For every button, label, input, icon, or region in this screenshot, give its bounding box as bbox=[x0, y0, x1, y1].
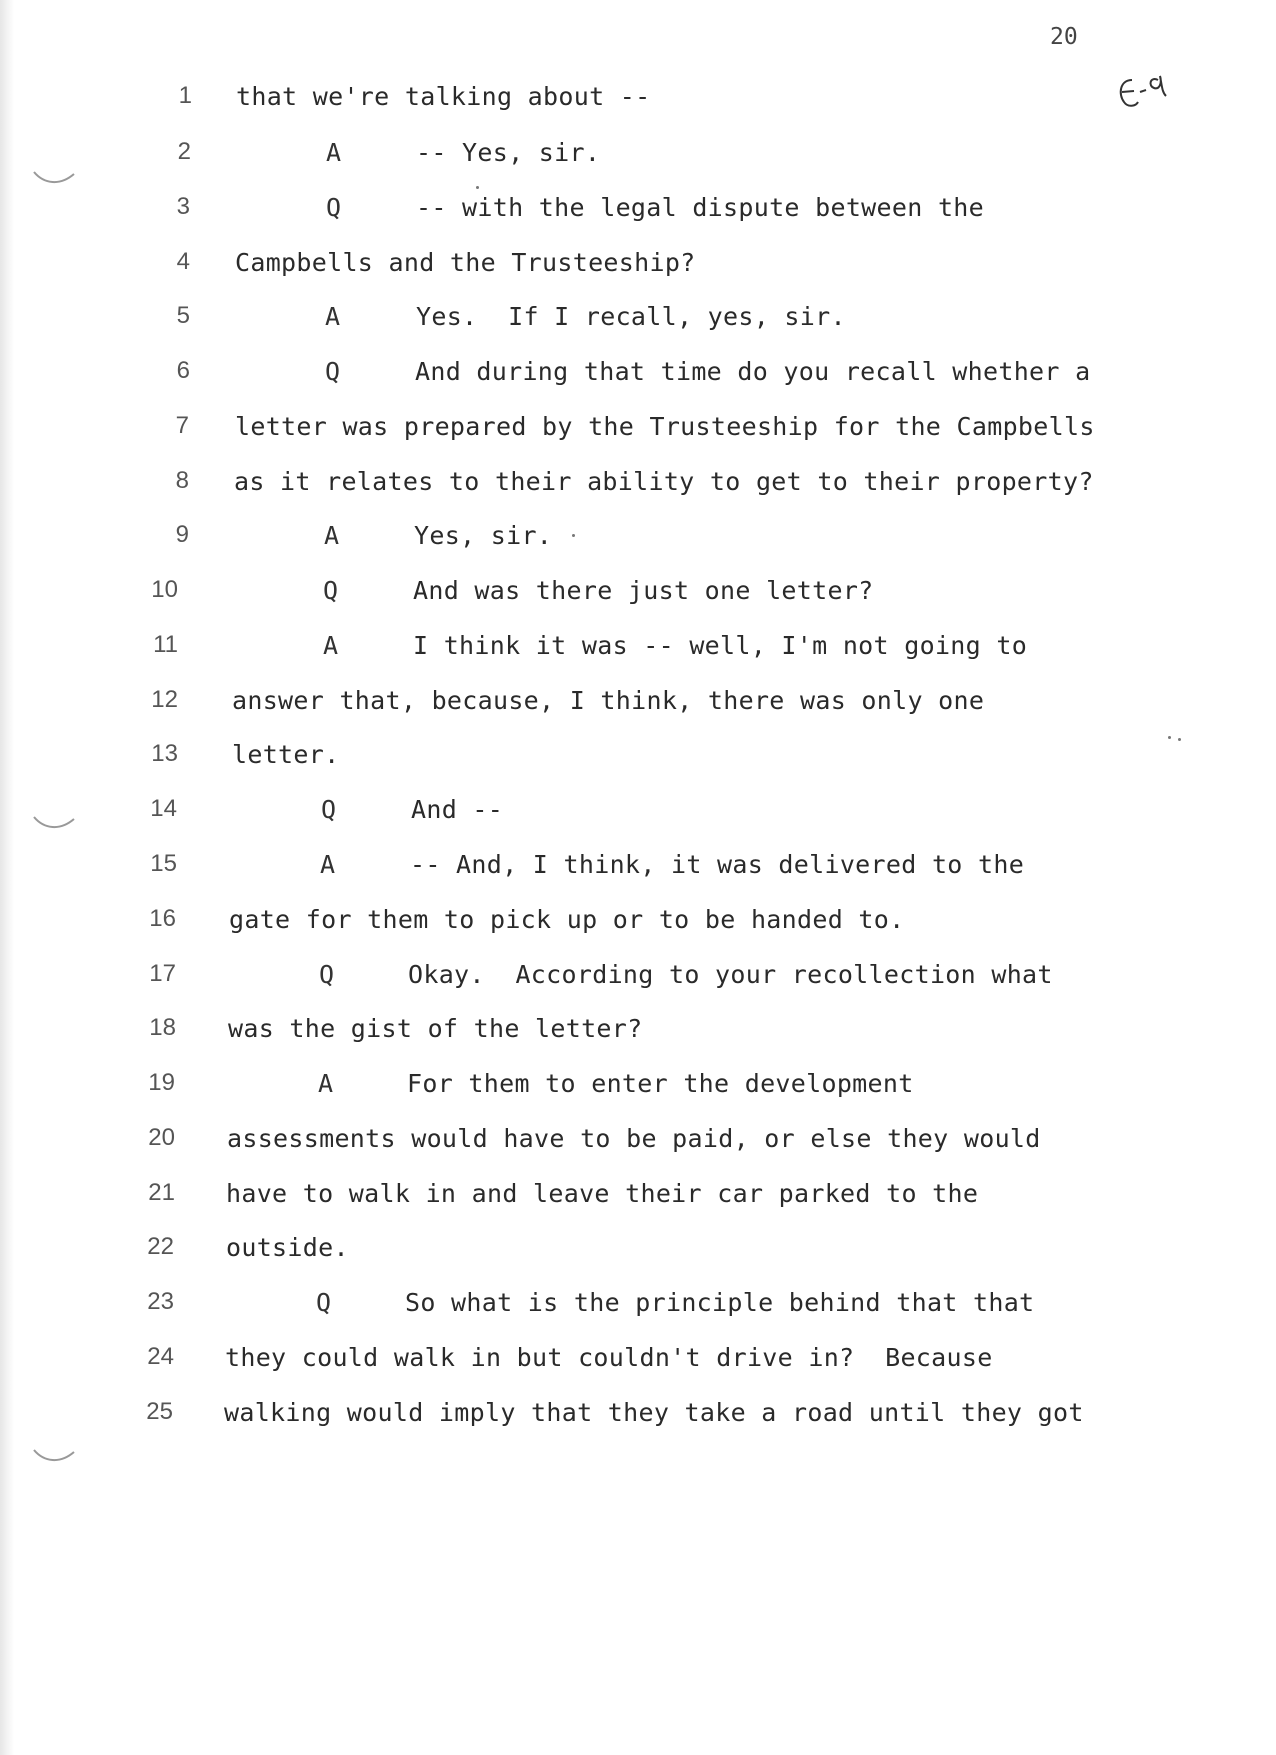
line-number: 12 bbox=[151, 686, 178, 713]
line-text: Campbells and the Trusteeship? bbox=[235, 248, 696, 277]
line-text: have to walk in and leave their car parked to the bbox=[226, 1179, 979, 1208]
line-number: 18 bbox=[149, 1014, 176, 1041]
line-text: -- Yes, sir. bbox=[416, 138, 601, 167]
speaker-label: A bbox=[320, 850, 336, 879]
transcript-line bbox=[0, 138, 1200, 178]
transcript-line bbox=[0, 1343, 1200, 1383]
line-text: And during that time do you recall whether a bbox=[415, 357, 1091, 386]
line-text: walking would imply that they take a road until they got bbox=[224, 1398, 1084, 1427]
speaker-label: Q bbox=[319, 960, 335, 989]
transcript-line bbox=[0, 1014, 1200, 1054]
transcript-line bbox=[0, 740, 1200, 780]
transcript-line bbox=[0, 82, 1200, 122]
page-number: 20 bbox=[1050, 24, 1078, 50]
transcript-line bbox=[0, 905, 1200, 945]
transcript-line bbox=[0, 193, 1200, 233]
speaker-label: Q bbox=[323, 576, 339, 605]
line-number: 9 bbox=[175, 521, 189, 548]
line-number: 19 bbox=[148, 1069, 175, 1096]
line-text: assessments would have to be paid, or else they would bbox=[227, 1124, 1041, 1153]
line-text: outside. bbox=[226, 1233, 349, 1262]
punch-hole-mark bbox=[30, 1438, 78, 1468]
transcript-line bbox=[0, 795, 1200, 835]
speaker-label: A bbox=[326, 138, 342, 167]
line-number: 6 bbox=[176, 357, 190, 384]
line-text: Okay. According to your recollection what bbox=[408, 960, 1053, 989]
transcript-line bbox=[0, 850, 1200, 890]
speaker-label: A bbox=[318, 1069, 334, 1098]
line-text: -- with the legal dispute between the bbox=[416, 193, 984, 222]
line-number: 8 bbox=[175, 467, 189, 494]
scan-speck bbox=[476, 186, 479, 189]
line-number: 1 bbox=[178, 82, 192, 109]
speaker-label: A bbox=[323, 631, 339, 660]
transcript-line bbox=[0, 302, 1200, 342]
transcript-line bbox=[0, 631, 1200, 671]
line-text: as it relates to their ability to get to their property? bbox=[234, 467, 1094, 496]
speaker-label: A bbox=[325, 302, 341, 331]
speaker-label: Q bbox=[326, 193, 342, 222]
line-number: 5 bbox=[176, 302, 190, 329]
transcript-line bbox=[0, 576, 1200, 616]
line-text: letter was prepared by the Trusteeship for the Campbells bbox=[235, 412, 1095, 441]
line-text: Yes, sir. bbox=[414, 521, 553, 550]
line-number: 3 bbox=[176, 193, 190, 220]
line-text: letter. bbox=[232, 740, 340, 769]
line-number: 22 bbox=[147, 1233, 174, 1260]
line-number: 15 bbox=[150, 850, 177, 877]
transcript-line bbox=[0, 1288, 1200, 1328]
transcript-line bbox=[0, 1069, 1200, 1109]
transcript-line bbox=[0, 960, 1200, 1000]
speaker-label: Q bbox=[325, 357, 341, 386]
line-text: that we're talking about -- bbox=[236, 82, 651, 111]
line-text: they could walk in but couldn't drive in? Because bbox=[225, 1343, 993, 1372]
line-number: 4 bbox=[176, 248, 190, 275]
transcript-line bbox=[0, 1179, 1200, 1219]
transcript-line bbox=[0, 412, 1200, 452]
line-text: And -- bbox=[411, 795, 504, 824]
transcript-line bbox=[0, 357, 1200, 397]
line-text: I think it was -- well, I'm not going to bbox=[413, 631, 1028, 660]
line-text: So what is the principle behind that that bbox=[405, 1288, 1035, 1317]
line-text: And was there just one letter? bbox=[413, 576, 874, 605]
line-number: 21 bbox=[148, 1179, 175, 1206]
line-number: 20 bbox=[148, 1124, 175, 1151]
line-number: 10 bbox=[151, 576, 178, 603]
line-text: answer that, because, I think, there was only one bbox=[232, 686, 985, 715]
line-number: 25 bbox=[146, 1398, 173, 1425]
transcript-line bbox=[0, 467, 1200, 507]
line-number: 11 bbox=[153, 631, 178, 658]
speaker-label: A bbox=[324, 521, 340, 550]
scan-speck bbox=[1168, 736, 1171, 739]
speaker-label: Q bbox=[316, 1288, 332, 1317]
line-text: For them to enter the development bbox=[407, 1069, 914, 1098]
line-number: 14 bbox=[150, 795, 177, 822]
line-number: 24 bbox=[147, 1343, 174, 1370]
line-number: 16 bbox=[149, 905, 176, 932]
line-number: 2 bbox=[177, 138, 191, 165]
line-text: was the gist of the letter? bbox=[228, 1014, 643, 1043]
line-number: 17 bbox=[149, 960, 176, 987]
transcript-line bbox=[0, 1233, 1200, 1273]
transcript-line bbox=[0, 686, 1200, 726]
transcript-line bbox=[0, 521, 1200, 561]
transcript-line bbox=[0, 1398, 1200, 1438]
transcript-line bbox=[0, 1124, 1200, 1164]
line-text: Yes. If I recall, yes, sir. bbox=[416, 302, 846, 331]
line-text: -- And, I think, it was delivered to the bbox=[410, 850, 1025, 879]
speaker-label: Q bbox=[321, 795, 337, 824]
line-number: 7 bbox=[175, 412, 189, 439]
line-number: 13 bbox=[151, 740, 178, 767]
line-text: gate for them to pick up or to be handed to. bbox=[229, 905, 905, 934]
line-number: 23 bbox=[147, 1288, 174, 1315]
transcript-line bbox=[0, 248, 1200, 288]
